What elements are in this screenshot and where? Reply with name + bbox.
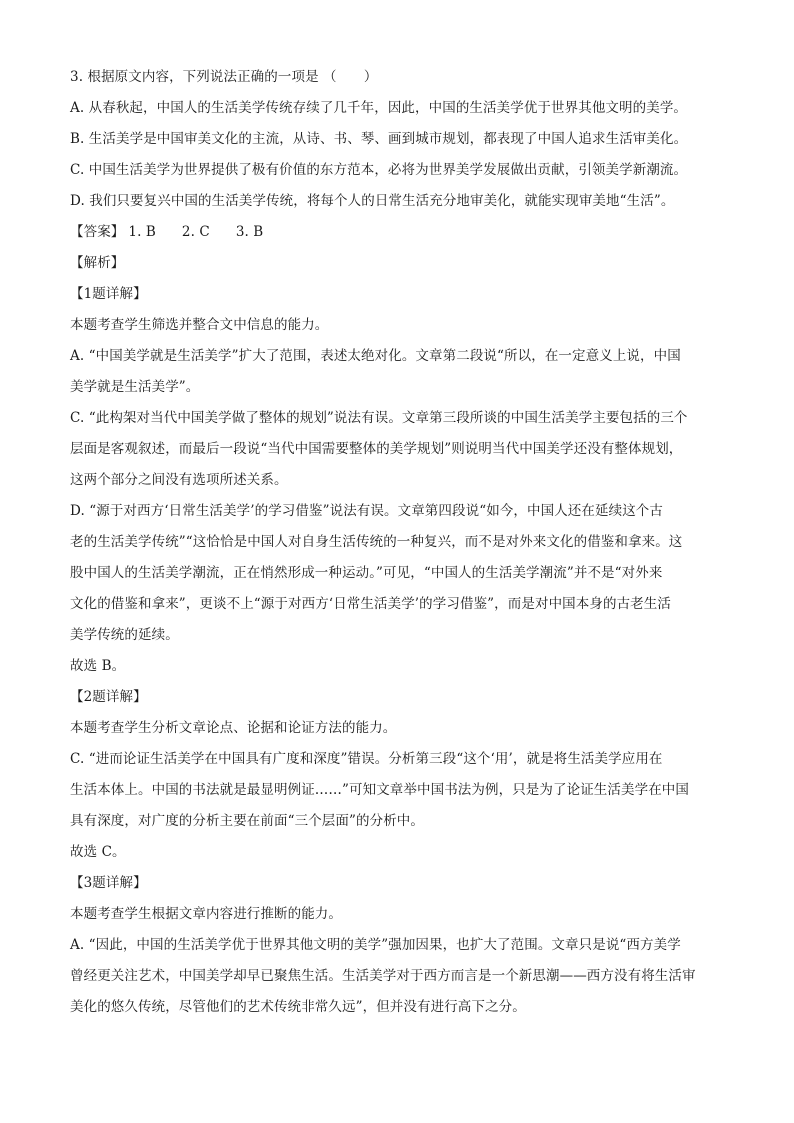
answer-item-3: 3. B [235, 224, 264, 240]
q1-line: C. “此构架对当代中国美学做了整体的规划”说法有误。文章第三段所谈的中国生活美学主要包括的三个 [70, 410, 688, 426]
question-3-option-a: A. 从春秋起，中国人的生活美学传统存续了几千年，因此，中国的生活美学优于世界其他文明的美学。 [70, 100, 688, 116]
q3-line: A. “因此，中国的生活美学优于世界其他文明的美学”强加因果，也扩大了范围。文章只是说“西方美学 [70, 937, 681, 953]
q3-line: 美化的悠久传统，尽管他们的艺术传统非常久远”，但并没有进行高下之分。 [70, 999, 526, 1015]
q3-line: 曾经更关注艺术，中国美学却早已聚焦生活。生活美学对于西方而言是一个新思潮——西方没有将生活审 [70, 968, 696, 984]
answer-label: 【答案】 [70, 224, 125, 240]
question-3-option-c: C. 中国生活美学为世界提供了极有价值的东方范本，必将为世界美学发展做出贡献，引领美学新潮流。 [70, 162, 688, 178]
question-3-stem: 3. 根据原文内容，下列说法正确的一项是 （ ） [70, 69, 378, 85]
q1-line: 美学传统的延续。 [70, 627, 179, 643]
q3-line: 本题考查学生根据文章内容进行推断的能力。 [70, 906, 342, 922]
q2-line: 生活本体上。中国的书法就是最显明例证……”可知文章举中国书法为例，只是为了论证生活美学在中国 [70, 782, 689, 798]
q1-line: D. “源于对西方‘日常生活美学’的学习借鉴”说法有误。文章第四段说“如今，中国人还在延续这个古 [70, 503, 664, 519]
q1-line: 老的生活美学传统”“这恰恰是中国人对自身生活传统的一种复兴，而不是对外来文化的借鉴和拿来。这 [70, 534, 683, 550]
analysis-label: 【解析】 [70, 255, 125, 271]
q1-line: 层面是客观叙述，而最后一段说“当代中国需要整体的美学规划”则说明当代中国美学还没有整体规划， [70, 441, 683, 457]
q1-line: 本题考查学生筛选并整合文中信息的能力。 [70, 317, 329, 333]
answer-line [70, 217, 730, 248]
q1-line: 美学就是生活美学”。 [70, 379, 200, 395]
q1-line: 股中国人的生活美学潮流，正在悄然形成一种运动。”可见，“中国人的生活美学潮流”并不是“对外来 [70, 565, 663, 581]
q2-line: C. “进而论证生活美学在中国具有广度和深度”错误。分析第三段“这个‘用’，就是将生活美学应用在 [70, 751, 663, 767]
q1-line: A. “中国美学就是生活美学”扩大了范围，表述太绝对化。文章第二段说“所以，在一定意义上说，中国 [70, 348, 681, 364]
q2-conclusion: 故选 C。 [70, 844, 126, 860]
q2-heading: 【2题详解】 [70, 689, 147, 705]
q2-line: 本题考查学生分析文章论点、论据和论证方法的能力。 [70, 720, 397, 736]
question-3-option-b: B. 生活美学是中国审美文化的主流，从诗、书、琴、画到城市规划，都表现了中国人追求生活审美化。 [70, 131, 688, 147]
q1-conclusion: 故选 B。 [70, 658, 126, 674]
q1-heading: 【1题详解】 [70, 286, 147, 302]
document-page [70, 62, 730, 1023]
answer-item-1: 1. B [128, 224, 156, 240]
answer-item-2: 2. C [181, 224, 210, 240]
q1-line: 文化的借鉴和拿来”，更谈不上“源于对西方‘日常生活美学’的学习借鉴”，而是对中国本身的古老生活 [70, 596, 671, 612]
q2-line: 具有深度，对广度的分析主要在前面“三个层面”的分析中。 [70, 813, 425, 829]
q3-heading: 【3题详解】 [70, 875, 147, 891]
question-3-option-d: D. 我们只要复兴中国的生活美学传统，将每个人的日常生活充分地审美化，就能实现审美地“生活”。 [70, 193, 675, 209]
q1-line: 这两个部分之间没有选项所述关系。 [70, 472, 288, 488]
